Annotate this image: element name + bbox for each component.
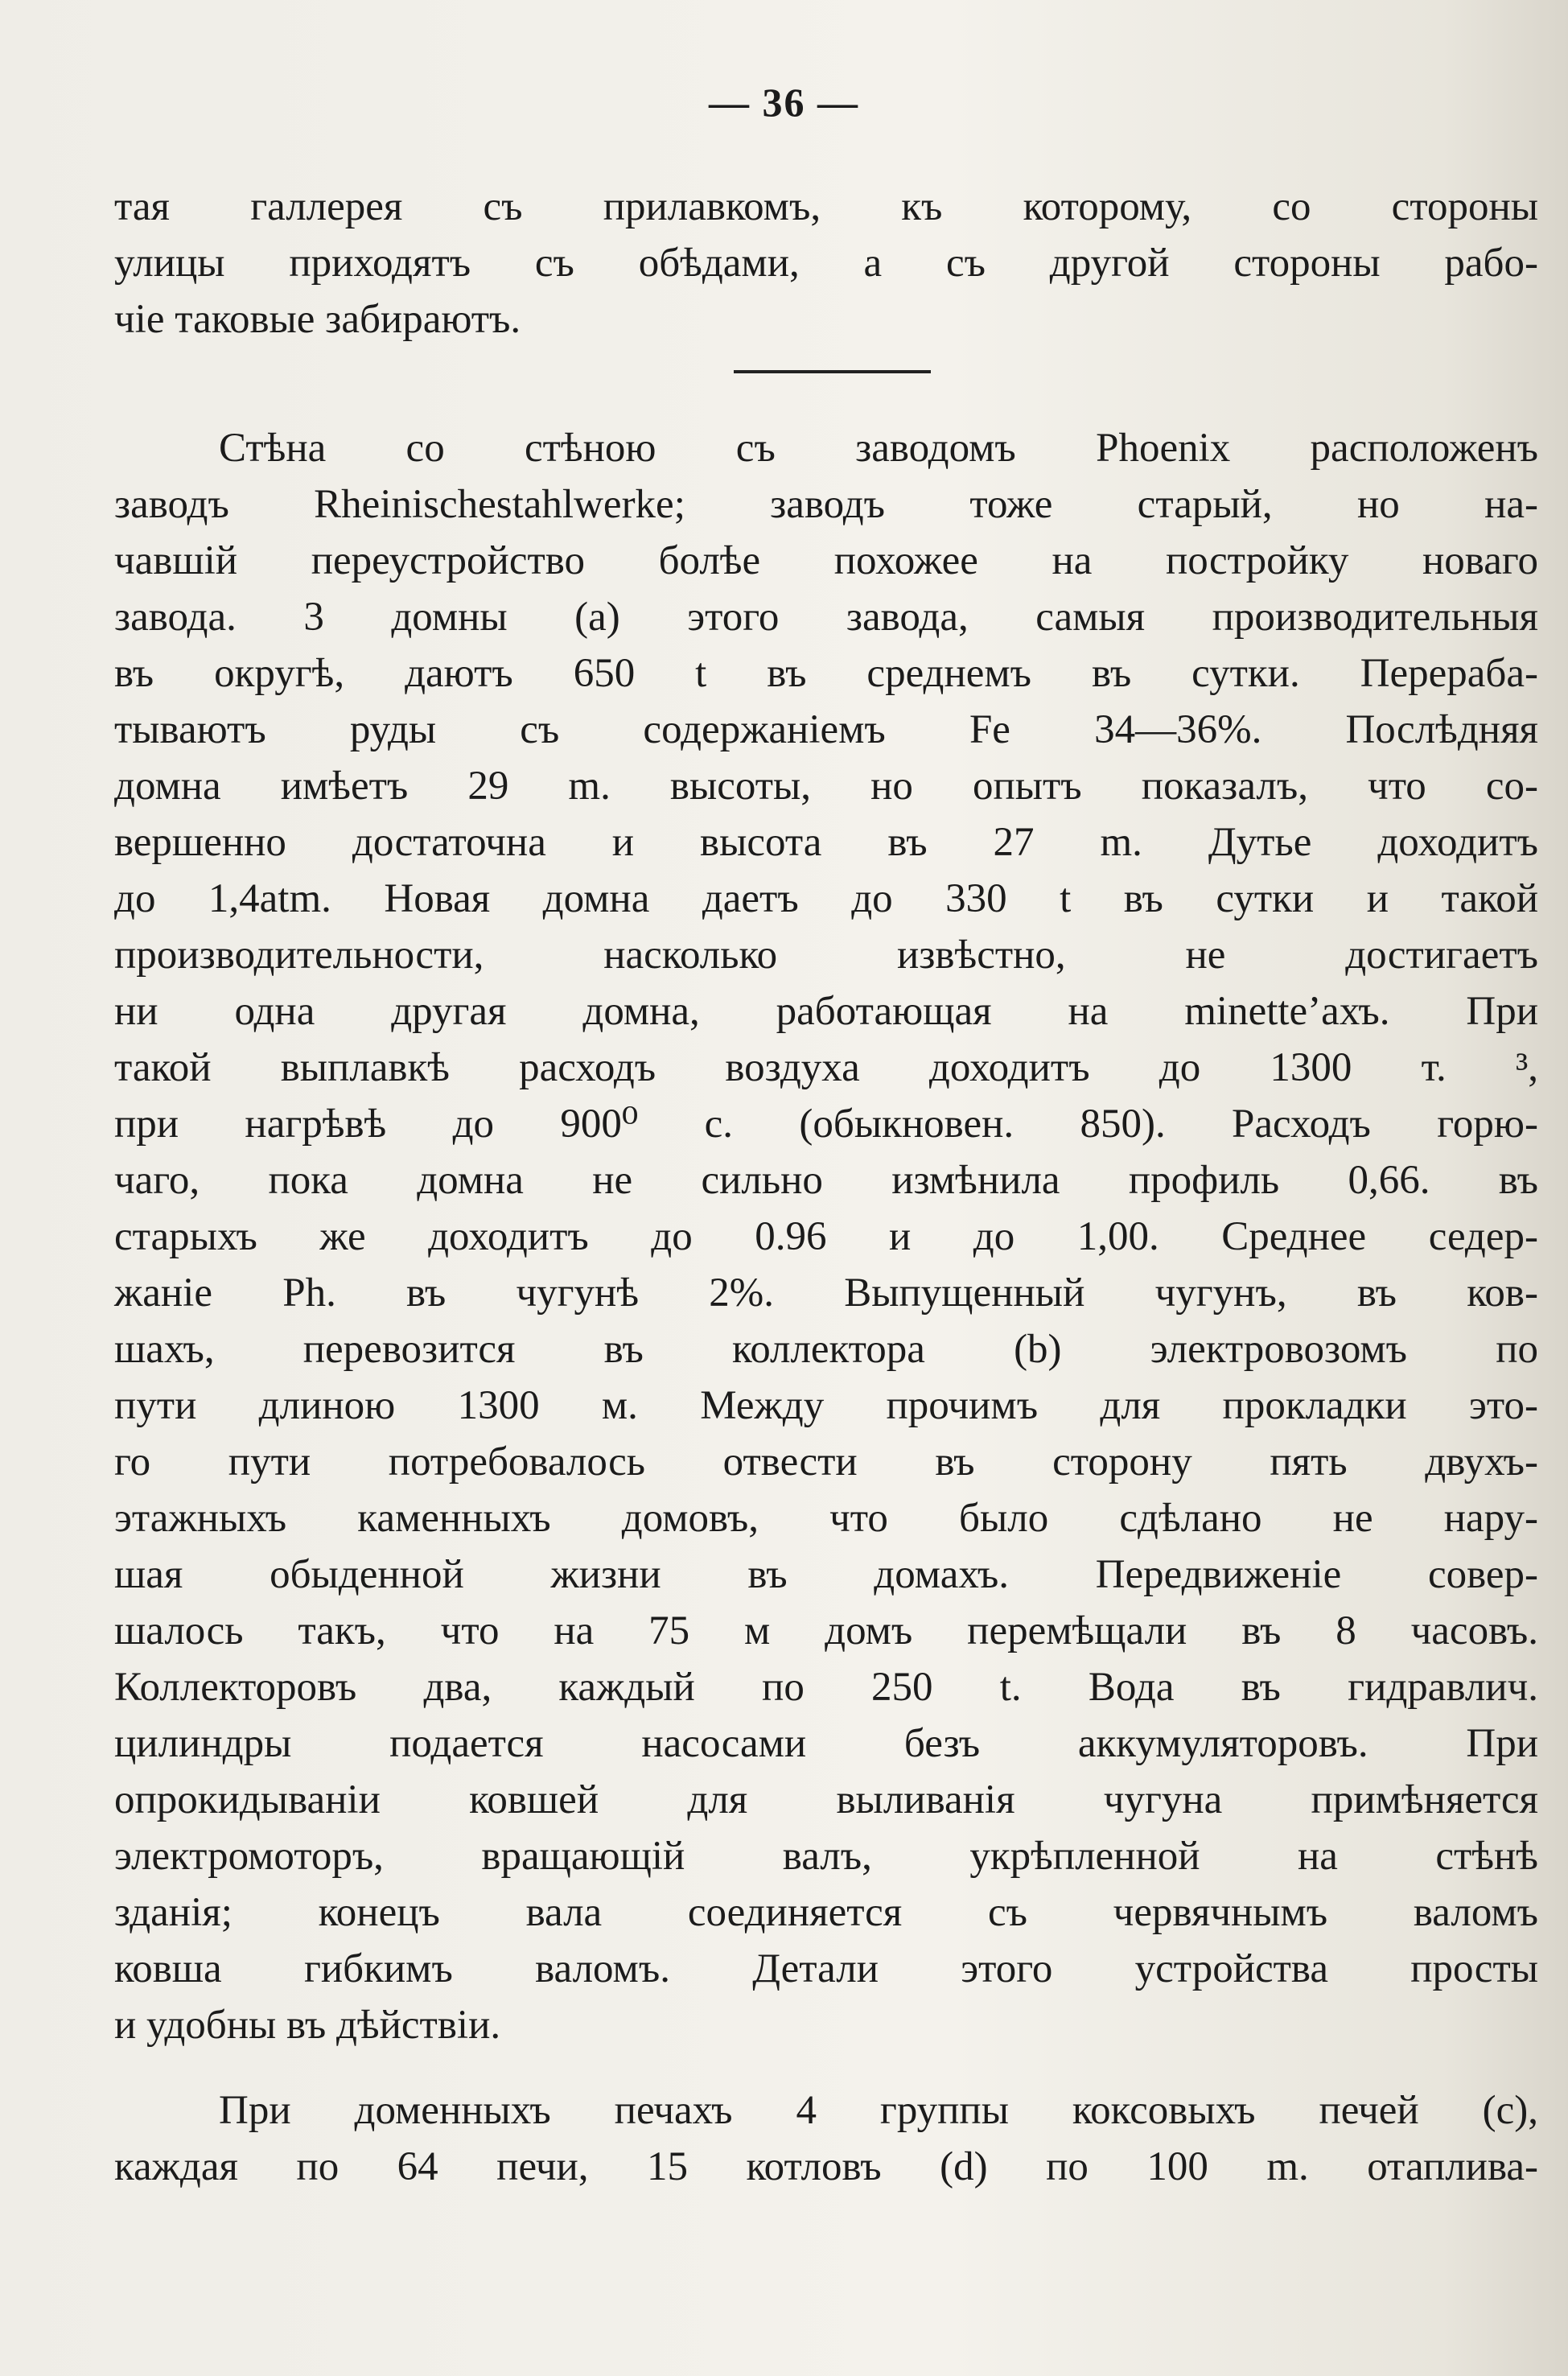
text-line: шалось такъ, что на 75 м домъ перемѣщали въ 8 часовъ. bbox=[114, 1608, 1538, 1653]
text-line: каждая по 64 печи, 15 котловъ (d) по 100 m. отаплива- bbox=[114, 2144, 1538, 2189]
text-line: вершенно достаточна и высота въ 27 m. Дутье доходитъ bbox=[114, 820, 1538, 865]
text-line: При доменныхъ печахъ 4 группы коксовыхъ печей (с), bbox=[219, 2088, 1538, 2133]
text-line: и удобны въ дѣйствіи. bbox=[114, 2003, 501, 2048]
text-line: заводъ Rheinischestahlwerke; заводъ тоже старый, но на- bbox=[114, 482, 1538, 527]
text-line: Стѣна со стѣною съ заводомъ Phoenix расположенъ bbox=[219, 426, 1538, 471]
text-line: ковша гибкимъ валомъ. Детали этого устройства просты bbox=[114, 1946, 1538, 1991]
text-line: Коллекторовъ два, каждый по 250 t. Вода въ гидравлич. bbox=[114, 1665, 1538, 1710]
text-line: чаго, пока домна не сильно измѣнила профиль 0,66. въ bbox=[114, 1158, 1538, 1203]
text-line: го пути потребовалось отвести въ сторону пять двухъ- bbox=[114, 1439, 1538, 1484]
text-line: производительности, насколько извѣстно, не достигаетъ bbox=[114, 933, 1538, 978]
text-line: пути длиною 1300 м. Между прочимъ для прокладки это- bbox=[114, 1383, 1538, 1428]
text-line: шая обыденной жизни въ домахъ. Передвиженіе совер- bbox=[114, 1552, 1538, 1597]
paragraph-3 bbox=[114, 2082, 1538, 2195]
text-line: старыхъ же доходитъ до 0.96 и до 1,00. Среднее седер- bbox=[114, 1214, 1538, 1259]
text-line: ни одна другая домна, работающая на minette’ахъ. При bbox=[114, 989, 1538, 1034]
text-line: шахъ, перевозится въ коллектора (b) электровозомъ по bbox=[114, 1327, 1538, 1372]
paragraph-2 bbox=[114, 420, 1538, 2053]
text-line: зданія; конецъ вала соединяется съ червячнымъ валомъ bbox=[114, 1890, 1538, 1935]
text-line: улицы приходятъ съ обѣдами, а съ другой стороны рабо- bbox=[114, 241, 1538, 286]
text-line: чавшій переустройство болѣе похожее на постройку новаго bbox=[114, 538, 1538, 583]
text-line: до 1,4atm. Новая домна даетъ до 330 t въ сутки и такой bbox=[114, 876, 1538, 921]
text-line: при нагрѣвѣ до 900⁰ с. (обыкновен. 850). Расходъ горю- bbox=[114, 1102, 1538, 1147]
text-line: чіе таковые забираютъ. bbox=[114, 297, 521, 342]
text-line: домна имѣетъ 29 m. высоты, но опытъ показалъ, что со- bbox=[114, 764, 1538, 809]
text-line: электромоторъ, вращающій валъ, укрѣпленной на стѣнѣ bbox=[114, 1834, 1538, 1879]
page-number: — 36 — bbox=[709, 80, 859, 125]
text-line: такой выплавкѣ расходъ воздуха доходитъ до 1300 т. ³, bbox=[114, 1045, 1538, 1090]
text-line: завода. 3 домны (а) этого завода, самыя производительныя bbox=[114, 595, 1538, 640]
text-line: жаніе Ph. въ чугунѣ 2%. Выпущенный чугунъ, въ ков- bbox=[114, 1270, 1538, 1316]
text-line: тываютъ руды съ содержаніемъ Fe 34—36%. Послѣдняя bbox=[114, 707, 1538, 752]
section-divider bbox=[734, 370, 931, 373]
text-line: въ округѣ, даютъ 650 t въ среднемъ въ сутки. Перераба- bbox=[114, 651, 1538, 696]
text-line: опрокидываніи ковшей для выливанія чугуна примѣняется bbox=[114, 1777, 1538, 1822]
text-line: этажныхъ каменныхъ домовъ, что было сдѣлано не нару- bbox=[114, 1496, 1538, 1541]
text-line: тая галлерея съ прилавкомъ, къ которому, со стороны bbox=[114, 184, 1538, 229]
text-line: цилиндры подается насосами безъ аккумуляторовъ. При bbox=[114, 1721, 1538, 1766]
paragraph-1 bbox=[114, 179, 1538, 348]
